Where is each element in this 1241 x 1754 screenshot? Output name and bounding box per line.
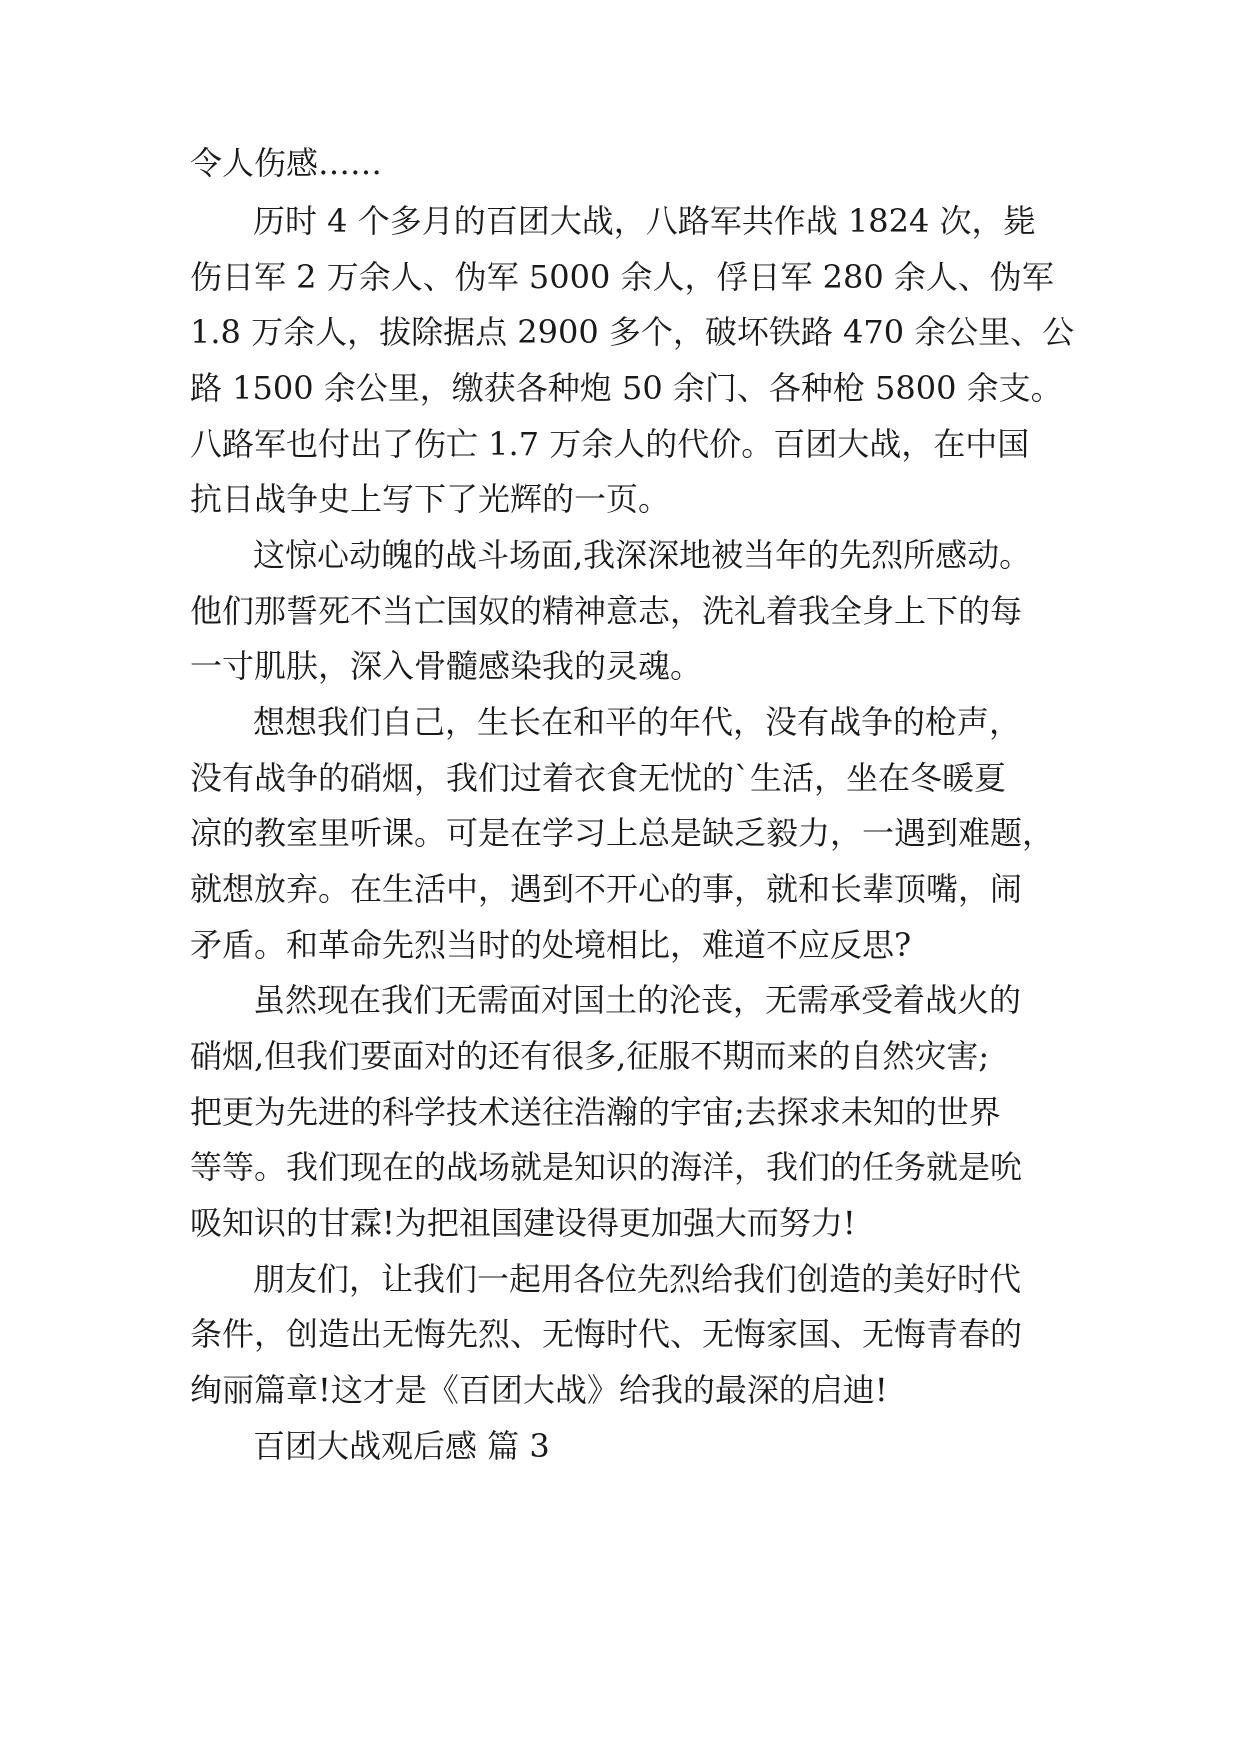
paragraph-line: 想想我们自己，生长在和平的年代，没有战争的枪声， bbox=[253, 703, 1022, 741]
paragraph-line: 虽然现在我们无需面对国土的沦丧，无需承受着战火的 bbox=[253, 981, 1022, 1019]
paragraph-line: 历时 4 个多月的百团大战，八路军共作战 1824 次，毙 bbox=[253, 202, 1036, 240]
paragraph-line: 抗日战争史上写下了光辉的一页。 bbox=[190, 480, 671, 518]
paragraph-line: 伤日军 2 万余人、伪军 5000 余人，俘日军 280 余人、伪军 bbox=[190, 258, 1054, 296]
paragraph-line: 硝烟,但我们要面对的还有很多,征服不期而来的自然灾害; bbox=[190, 1037, 990, 1075]
section-heading: 百团大战观后感 篇 3 bbox=[253, 1427, 550, 1465]
paragraph-line: 条件，创造出无悔先烈、无悔时代、无悔家国、无悔青春的 bbox=[190, 1315, 1023, 1353]
paragraph-line: 没有战争的硝烟，我们过着衣食无忧的`生活，坐在冬暖夏 bbox=[190, 759, 1007, 797]
paragraph-line: 就想放弃。在生活中，遇到不开心的事，就和长辈顶嘴，闹 bbox=[190, 870, 1023, 908]
paragraph-line: 令人伤感…… bbox=[190, 144, 383, 182]
paragraph-line: 一寸肌肤，深入骨髓感染我的灵魂。 bbox=[190, 647, 703, 685]
paragraph-line: 绚丽篇章!这才是《百团大战》给我的最深的启迪! bbox=[190, 1371, 888, 1409]
paragraph-line: 八路军也付出了伤亡 1.7 万余人的代价。百团大战，在中国 bbox=[190, 425, 1030, 463]
paragraph-line: 吸知识的甘霖!为把祖国建设得更加强大而努力! bbox=[190, 1204, 856, 1242]
paragraph-line: 1.8 万余人，拔除据点 2900 多个，破坏铁路 470 余公里、公 bbox=[190, 313, 1075, 351]
paragraph-line: 朋友们，让我们一起用各位先烈给我们创造的美好时代 bbox=[253, 1260, 1022, 1298]
paragraph-line: 这惊心动魄的战斗场面,我深深地被当年的先烈所感动。 bbox=[253, 536, 1032, 574]
paragraph-line: 等等。我们现在的战场就是知识的海洋，我们的任务就是吮 bbox=[190, 1148, 1023, 1186]
paragraph-line: 他们那誓死不当亡国奴的精神意志，洗礼着我全身上下的每 bbox=[190, 592, 1023, 630]
paragraph-line: 路 1500 余公里，缴获各种炮 50 余门、各种枪 5800 余支。 bbox=[190, 369, 1063, 407]
paragraph-line: 把更为先进的科学技术送往浩瀚的宇宙;去探求未知的世界 bbox=[190, 1093, 1001, 1131]
paragraph-line: 矛盾。和革命先烈当时的处境相比，难道不应反思? bbox=[190, 926, 912, 964]
paragraph-line: 凉的教室里听课。可是在学习上总是缺乏毅力，一遇到难题， bbox=[190, 814, 1055, 852]
